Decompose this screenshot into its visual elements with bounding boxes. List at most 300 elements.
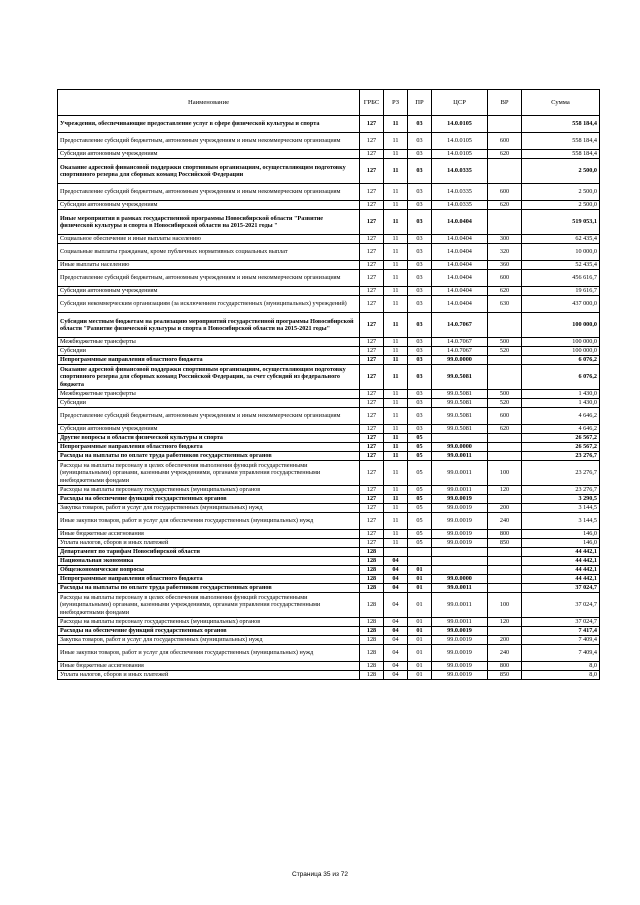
header-sum: Сумма <box>522 90 600 116</box>
row-rz: 11 <box>384 287 408 296</box>
row-grbs: 127 <box>360 539 384 548</box>
row-grbs: 127 <box>360 261 384 270</box>
row-pr <box>408 557 432 566</box>
row-rz: 11 <box>384 133 408 150</box>
row-name: Иные выплаты населению <box>58 261 360 270</box>
row-name: Субсидии <box>58 399 360 408</box>
row-vr: 850 <box>488 671 522 680</box>
row-grbs: 128 <box>360 618 384 627</box>
row-sum: 8,0 <box>522 671 600 680</box>
row-csr: 14.0.0335 <box>432 184 488 201</box>
row-sum: 4 646,2 <box>522 425 600 434</box>
row-name: Предоставление субсидий бюджетным, автономным учреждениям и иным некоммерческим организациям <box>58 133 360 150</box>
row-grbs: 127 <box>360 210 384 235</box>
table-row <box>58 159 600 184</box>
row-name: Расходы на выплаты по оплате труда работников государственных органов <box>58 584 360 593</box>
row-vr: 360 <box>488 261 522 270</box>
row-name: Социальные выплаты гражданам, кроме публичных нормативных социальных выплат <box>58 244 360 261</box>
row-sum: 456 616,7 <box>522 270 600 287</box>
row-pr: 03 <box>408 210 432 235</box>
row-rz: 11 <box>384 296 408 313</box>
row-pr: 01 <box>408 645 432 662</box>
row-vr: 240 <box>488 513 522 530</box>
table-row <box>58 261 600 270</box>
row-vr: 800 <box>488 530 522 539</box>
row-pr: 05 <box>408 443 432 452</box>
row-grbs: 127 <box>360 201 384 210</box>
row-sum: 100 000,0 <box>522 338 600 347</box>
row-vr <box>488 627 522 636</box>
row-csr: 14.0.0105 <box>432 133 488 150</box>
row-csr: 14.0.0335 <box>432 159 488 184</box>
table-row <box>58 593 600 618</box>
row-name: Департамент по тарифам Новосибирской области <box>58 548 360 557</box>
row-csr: 99.0.5081 <box>432 390 488 399</box>
row-csr: 14.0.0404 <box>432 296 488 313</box>
row-csr: 99.0.0019 <box>432 662 488 671</box>
table-row <box>58 425 600 434</box>
row-grbs: 127 <box>360 270 384 287</box>
row-vr: 500 <box>488 338 522 347</box>
row-name: Межбюджетные трансферты <box>58 338 360 347</box>
table-row <box>58 287 600 296</box>
row-sum: 26 567,2 <box>522 443 600 452</box>
row-rz: 11 <box>384 425 408 434</box>
row-csr: 99.0.0011 <box>432 452 488 461</box>
row-pr: 03 <box>408 296 432 313</box>
row-csr: 99.0.0011 <box>432 618 488 627</box>
row-pr: 03 <box>408 133 432 150</box>
row-pr: 01 <box>408 627 432 636</box>
table-row <box>58 627 600 636</box>
row-sum: 7 409,4 <box>522 645 600 662</box>
row-grbs: 127 <box>360 313 384 338</box>
row-grbs: 127 <box>360 116 384 133</box>
row-pr: 03 <box>408 270 432 287</box>
row-grbs: 127 <box>360 425 384 434</box>
row-pr: 03 <box>408 347 432 356</box>
row-csr: 14.0.0404 <box>432 261 488 270</box>
table-row <box>58 671 600 680</box>
row-grbs: 128 <box>360 627 384 636</box>
row-vr: 100 <box>488 461 522 486</box>
header-csr: ЦСР <box>432 90 488 116</box>
row-name: Иные бюджетные ассигнования <box>58 662 360 671</box>
row-pr: 01 <box>408 593 432 618</box>
table-row <box>58 244 600 261</box>
row-sum: 37 024,7 <box>522 593 600 618</box>
row-sum: 44 442,1 <box>522 548 600 557</box>
row-sum: 2 500,0 <box>522 201 600 210</box>
row-pr: 01 <box>408 671 432 680</box>
row-rz: 04 <box>384 671 408 680</box>
row-rz: 11 <box>384 443 408 452</box>
row-vr <box>488 557 522 566</box>
row-rz: 04 <box>384 593 408 618</box>
row-csr: 14.0.0404 <box>432 244 488 261</box>
row-grbs: 127 <box>360 408 384 425</box>
row-sum: 3 144,5 <box>522 504 600 513</box>
row-grbs: 127 <box>360 461 384 486</box>
header-pr: ПР <box>408 90 432 116</box>
row-sum: 2 500,0 <box>522 159 600 184</box>
row-name: Субсидии некоммерческим организациям (за исключением государственных (муниципальных) учреждений) <box>58 296 360 313</box>
row-csr: 99.0.0019 <box>432 495 488 504</box>
row-rz: 11 <box>384 365 408 390</box>
table-row <box>58 452 600 461</box>
row-sum: 44 442,1 <box>522 557 600 566</box>
header-grbs: ГРБС <box>360 90 384 116</box>
row-rz: 04 <box>384 618 408 627</box>
row-grbs: 127 <box>360 244 384 261</box>
row-name: Оказание адресной финансовой поддержки спортивным организациям, осуществляющим подготовку спортивного резерва для сборных команд Российской Федерации <box>58 159 360 184</box>
table-row <box>58 539 600 548</box>
row-name: Иные закупки товаров, работ и услуг для обеспечения государственных (муниципальных) нужд <box>58 645 360 662</box>
row-vr: 600 <box>488 184 522 201</box>
row-pr: 03 <box>408 390 432 399</box>
row-name: Закупка товаров, работ и услуг для государственных (муниципальных) нужд <box>58 504 360 513</box>
row-csr: 99.0.0011 <box>432 486 488 495</box>
row-csr: 99.0.5081 <box>432 365 488 390</box>
row-rz: 04 <box>384 575 408 584</box>
table-row <box>58 530 600 539</box>
row-sum: 4 646,2 <box>522 408 600 425</box>
row-sum: 6 076,2 <box>522 356 600 365</box>
row-grbs: 127 <box>360 365 384 390</box>
table-row <box>58 150 600 159</box>
table-row <box>58 270 600 287</box>
row-pr: 03 <box>408 425 432 434</box>
row-name: Предоставление субсидий бюджетным, автономным учреждениям и иным некоммерческим организациям <box>58 408 360 425</box>
row-grbs: 128 <box>360 584 384 593</box>
row-grbs: 127 <box>360 159 384 184</box>
row-sum: 37 024,7 <box>522 618 600 627</box>
row-csr: 14.0.0404 <box>432 270 488 287</box>
row-name: Учреждения, обеспечивающие предоставление услуг в сфере физической культуры и спорта <box>58 116 360 133</box>
row-name: Уплата налогов, сборов и иных платежей <box>58 671 360 680</box>
row-csr: 99.0.0019 <box>432 671 488 680</box>
row-csr: 99.0.0019 <box>432 513 488 530</box>
row-vr: 100 <box>488 593 522 618</box>
row-rz: 11 <box>384 530 408 539</box>
table-row <box>58 584 600 593</box>
row-vr: 600 <box>488 270 522 287</box>
row-sum: 52 435,4 <box>522 261 600 270</box>
row-vr <box>488 548 522 557</box>
table-row <box>58 296 600 313</box>
row-grbs: 127 <box>360 390 384 399</box>
table-row <box>58 548 600 557</box>
row-vr <box>488 313 522 338</box>
table-body <box>58 116 600 680</box>
row-sum: 558 184,4 <box>522 133 600 150</box>
row-rz: 04 <box>384 566 408 575</box>
row-rz: 11 <box>384 461 408 486</box>
row-rz: 11 <box>384 356 408 365</box>
row-vr <box>488 434 522 443</box>
row-name: Иные бюджетные ассигнования <box>58 530 360 539</box>
row-vr <box>488 575 522 584</box>
row-rz: 04 <box>384 557 408 566</box>
row-csr: 99.0.5081 <box>432 408 488 425</box>
row-rz: 11 <box>384 486 408 495</box>
row-name: Закупка товаров, работ и услуг для государственных (муниципальных) нужд <box>58 636 360 645</box>
row-pr: 01 <box>408 636 432 645</box>
row-rz: 11 <box>384 338 408 347</box>
row-csr: 99.0.0011 <box>432 593 488 618</box>
table-row <box>58 116 600 133</box>
row-pr: 01 <box>408 618 432 627</box>
row-grbs: 127 <box>360 287 384 296</box>
row-csr: 14.0.0404 <box>432 287 488 296</box>
row-grbs: 127 <box>360 434 384 443</box>
row-sum: 146,0 <box>522 539 600 548</box>
table-row <box>58 408 600 425</box>
row-csr: 14.0.7067 <box>432 313 488 338</box>
row-csr: 99.0.0019 <box>432 645 488 662</box>
row-sum: 23 276,7 <box>522 461 600 486</box>
row-grbs: 127 <box>360 338 384 347</box>
row-pr: 01 <box>408 566 432 575</box>
row-rz: 11 <box>384 116 408 133</box>
row-pr: 03 <box>408 356 432 365</box>
row-csr: 99.0.0019 <box>432 627 488 636</box>
table-row <box>58 201 600 210</box>
table-row <box>58 575 600 584</box>
table-row <box>58 235 600 244</box>
header-name: Наименование <box>58 90 360 116</box>
budget-table <box>57 89 600 680</box>
table-row <box>58 566 600 575</box>
row-name: Расходы на выплаты персоналу в целях обеспечения выполнения функций государственными (муниципальными) органами, казенными учреждениями, органами управления государственными внебюджетными фондами <box>58 593 360 618</box>
row-pr: 03 <box>408 408 432 425</box>
table-row <box>58 356 600 365</box>
row-sum: 37 024,7 <box>522 584 600 593</box>
table-row <box>58 313 600 338</box>
row-rz: 11 <box>384 347 408 356</box>
row-name: Расходы на выплаты персоналу в целях обеспечения выполнения функций государственными (муниципальными) органами, казенными учреждениями, органами управления государственными внебюджетными фондами <box>58 461 360 486</box>
row-vr <box>488 210 522 235</box>
row-csr: 99.0.0019 <box>432 539 488 548</box>
row-sum: 1 430,0 <box>522 390 600 399</box>
row-vr <box>488 159 522 184</box>
row-sum: 23 276,7 <box>522 486 600 495</box>
row-csr: 99.0.0019 <box>432 636 488 645</box>
row-sum: 19 616,7 <box>522 287 600 296</box>
row-rz <box>384 548 408 557</box>
row-name: Межбюджетные трансферты <box>58 390 360 399</box>
row-vr: 600 <box>488 133 522 150</box>
row-rz: 04 <box>384 584 408 593</box>
row-pr: 03 <box>408 159 432 184</box>
row-rz: 11 <box>384 390 408 399</box>
row-pr: 03 <box>408 399 432 408</box>
table-row <box>58 365 600 390</box>
row-grbs: 127 <box>360 495 384 504</box>
row-pr: 05 <box>408 434 432 443</box>
table-row <box>58 347 600 356</box>
table-row <box>58 461 600 486</box>
row-rz: 11 <box>384 452 408 461</box>
row-sum: 7 417,4 <box>522 627 600 636</box>
row-vr <box>488 116 522 133</box>
row-grbs: 127 <box>360 235 384 244</box>
row-vr: 620 <box>488 201 522 210</box>
row-pr: 01 <box>408 584 432 593</box>
row-pr: 05 <box>408 539 432 548</box>
row-grbs: 128 <box>360 566 384 575</box>
row-pr: 03 <box>408 244 432 261</box>
row-pr: 03 <box>408 338 432 347</box>
table-row <box>58 210 600 235</box>
row-rz: 11 <box>384 261 408 270</box>
row-csr: 99.0.0019 <box>432 530 488 539</box>
table-row <box>58 486 600 495</box>
row-sum: 146,0 <box>522 530 600 539</box>
row-vr <box>488 495 522 504</box>
table-row <box>58 618 600 627</box>
row-grbs: 127 <box>360 184 384 201</box>
row-csr <box>432 557 488 566</box>
row-csr: 99.0.0000 <box>432 575 488 584</box>
row-rz: 11 <box>384 159 408 184</box>
row-name: Субсидии автономным учреждениям <box>58 150 360 159</box>
row-vr: 240 <box>488 645 522 662</box>
row-rz: 11 <box>384 313 408 338</box>
table-row <box>58 504 600 513</box>
row-sum: 26 567,2 <box>522 434 600 443</box>
row-vr <box>488 443 522 452</box>
row-name: Расходы на обеспечение функций государственных органов <box>58 495 360 504</box>
row-sum: 437 000,0 <box>522 296 600 313</box>
row-vr <box>488 584 522 593</box>
row-name: Общеэкономические вопросы <box>58 566 360 575</box>
row-vr <box>488 566 522 575</box>
row-vr: 520 <box>488 399 522 408</box>
row-pr: 05 <box>408 461 432 486</box>
row-pr: 03 <box>408 235 432 244</box>
row-name: Субсидии автономным учреждениям <box>58 201 360 210</box>
row-rz: 11 <box>384 434 408 443</box>
row-pr: 03 <box>408 150 432 159</box>
row-name: Расходы на выплаты персоналу государственных (муниципальных) органов <box>58 486 360 495</box>
row-name: Расходы на обеспечение функций государственных органов <box>58 627 360 636</box>
row-vr: 120 <box>488 618 522 627</box>
table-header-row <box>58 90 600 116</box>
row-rz: 04 <box>384 627 408 636</box>
table-row <box>58 557 600 566</box>
row-pr: 03 <box>408 261 432 270</box>
row-vr: 620 <box>488 287 522 296</box>
row-rz: 11 <box>384 513 408 530</box>
row-rz: 11 <box>384 235 408 244</box>
row-csr <box>432 434 488 443</box>
row-pr: 05 <box>408 486 432 495</box>
row-csr: 99.0.0000 <box>432 356 488 365</box>
row-rz: 11 <box>384 244 408 261</box>
table-row <box>58 184 600 201</box>
row-pr: 05 <box>408 513 432 530</box>
row-grbs: 128 <box>360 636 384 645</box>
row-csr: 99.0.0019 <box>432 504 488 513</box>
table-row <box>58 390 600 399</box>
row-sum: 10 000,0 <box>522 244 600 261</box>
row-csr: 14.0.0105 <box>432 150 488 159</box>
row-vr: 120 <box>488 486 522 495</box>
row-rz: 04 <box>384 662 408 671</box>
row-grbs: 127 <box>360 443 384 452</box>
page-number: Страница 35 из 72 <box>292 871 348 878</box>
row-name: Непрограммные направления областного бюджета <box>58 575 360 584</box>
row-grbs: 128 <box>360 671 384 680</box>
row-grbs: 127 <box>360 347 384 356</box>
table-row <box>58 399 600 408</box>
row-pr: 03 <box>408 116 432 133</box>
row-rz: 11 <box>384 504 408 513</box>
row-name: Непрограммные направления областного бюджета <box>58 356 360 365</box>
table-row <box>58 133 600 150</box>
row-sum: 519 053,1 <box>522 210 600 235</box>
row-grbs: 127 <box>360 150 384 159</box>
row-rz: 04 <box>384 645 408 662</box>
row-pr: 05 <box>408 452 432 461</box>
row-vr: 500 <box>488 390 522 399</box>
row-vr: 320 <box>488 244 522 261</box>
row-grbs: 128 <box>360 662 384 671</box>
row-grbs: 127 <box>360 296 384 313</box>
row-sum: 6 076,2 <box>522 365 600 390</box>
row-vr: 850 <box>488 539 522 548</box>
header-vr: ВР <box>488 90 522 116</box>
row-csr: 99.0.5081 <box>432 425 488 434</box>
row-csr <box>432 566 488 575</box>
row-sum: 44 442,1 <box>522 575 600 584</box>
table-row <box>58 513 600 530</box>
row-vr: 300 <box>488 235 522 244</box>
row-vr: 600 <box>488 408 522 425</box>
row-pr: 03 <box>408 287 432 296</box>
row-pr: 05 <box>408 495 432 504</box>
row-rz: 11 <box>384 495 408 504</box>
row-pr: 01 <box>408 662 432 671</box>
row-rz: 11 <box>384 184 408 201</box>
table-row <box>58 338 600 347</box>
row-sum: 558 184,4 <box>522 150 600 159</box>
row-sum: 3 144,5 <box>522 513 600 530</box>
row-sum: 3 290,5 <box>522 495 600 504</box>
row-sum: 44 442,1 <box>522 566 600 575</box>
row-sum: 100 000,0 <box>522 347 600 356</box>
row-rz: 11 <box>384 270 408 287</box>
row-rz: 11 <box>384 408 408 425</box>
row-csr: 99.0.0011 <box>432 584 488 593</box>
row-pr: 05 <box>408 530 432 539</box>
row-csr: 14.0.0404 <box>432 235 488 244</box>
row-name: Субсидии местным бюджетам на реализацию мероприятий государственной программы Новосибирской области "Развитие физической культуры и спорта в Новосибирской области на 2015-2021 годы" <box>58 313 360 338</box>
row-pr: 03 <box>408 313 432 338</box>
row-name: Субсидии автономным учреждениям <box>58 287 360 296</box>
row-name: Оказание адресной финансовой поддержки спортивным организациям, осуществляющим подготовку спортивного резерва для сборных команд Российской Федерации, за счет субсидий из федерального бюджета <box>58 365 360 390</box>
table-row <box>58 636 600 645</box>
row-csr: 14.0.0404 <box>432 210 488 235</box>
row-vr <box>488 356 522 365</box>
row-csr: 99.0.0011 <box>432 461 488 486</box>
row-name: Иные закупки товаров, работ и услуг для обеспечения государственных (муниципальных) нужд <box>58 513 360 530</box>
row-csr: 99.0.0000 <box>432 443 488 452</box>
row-rz: 11 <box>384 539 408 548</box>
table-row <box>58 434 600 443</box>
row-vr <box>488 365 522 390</box>
